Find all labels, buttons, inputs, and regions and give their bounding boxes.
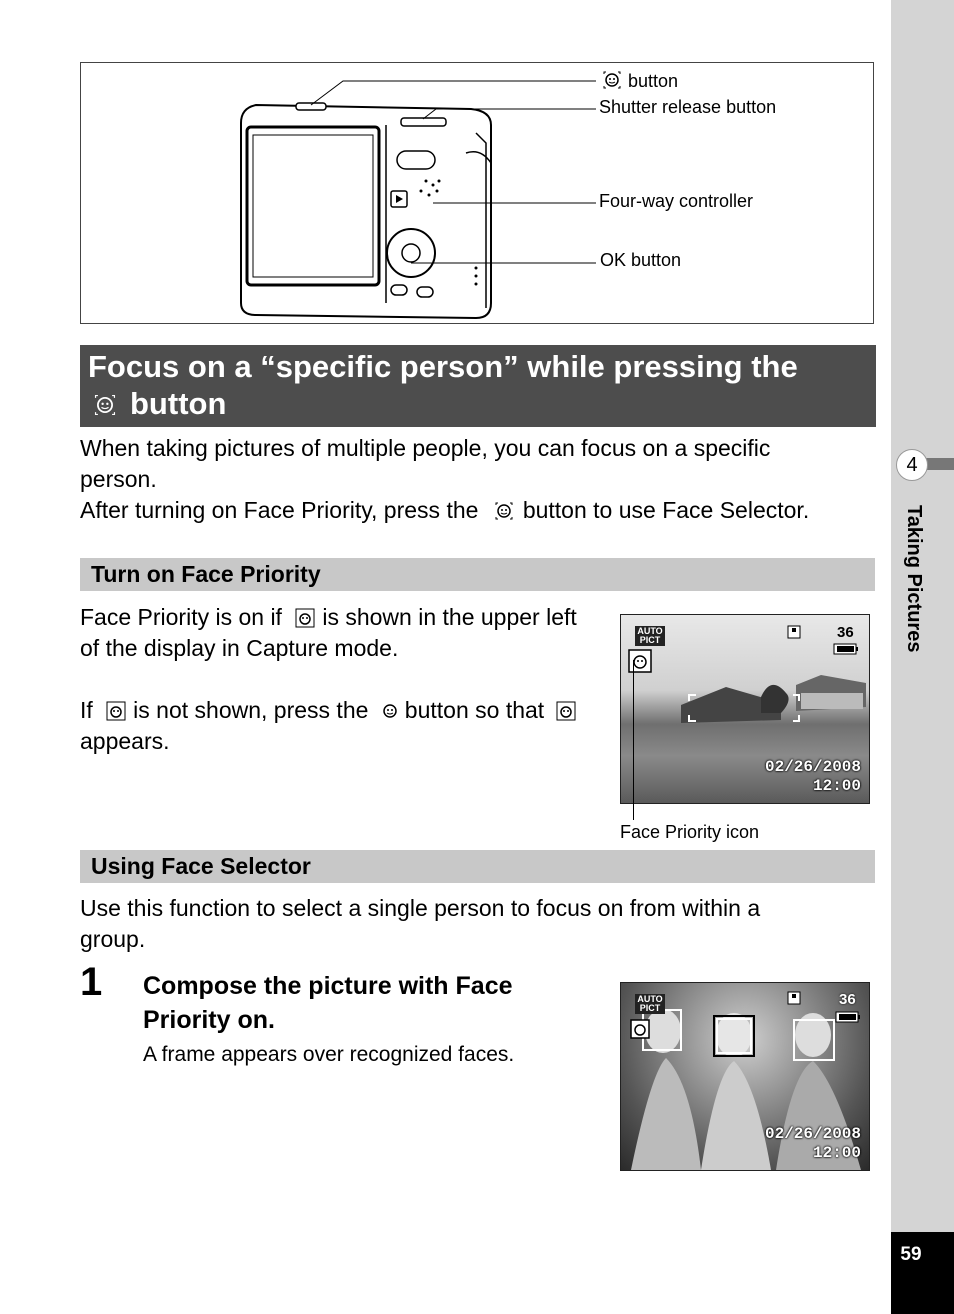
step-title: Compose the picture with Face Priority on. xyxy=(143,972,513,1034)
screen-date: 02/26/2008 xyxy=(764,1125,861,1143)
page-number: 59 xyxy=(900,1244,922,1265)
heading-line2: button xyxy=(88,385,868,422)
chapter-number: 4 xyxy=(896,449,928,481)
card-icon xyxy=(787,625,801,639)
shots-remaining: 36 xyxy=(839,991,856,1008)
intro-paragraph: When taking pictures of multiple people, you can focus on a specific person. After turning on Face Priority, press the button to use Face Selector. xyxy=(80,435,810,523)
card-icon xyxy=(787,991,801,1005)
chapter-title: Taking Pictures xyxy=(903,505,925,653)
screen-time: 12:00 xyxy=(812,1144,861,1162)
chapter-bar xyxy=(926,458,954,470)
battery-icon xyxy=(835,1011,861,1023)
camera-diagram-box xyxy=(80,62,874,324)
screen-time: 12:00 xyxy=(812,777,861,795)
auto-pict-badge: AUTO PICT xyxy=(635,994,665,1014)
face-button-icon xyxy=(92,392,118,418)
auto-pict-badge: AUTO PICT xyxy=(635,626,665,646)
step-number: 1 xyxy=(80,960,103,1004)
face-priority-icon xyxy=(628,649,652,673)
step-body: A frame appears over recognized faces. xyxy=(143,1043,515,1066)
capture-screen-landscape xyxy=(620,614,870,804)
face-priority-icon xyxy=(630,1019,650,1039)
capture-screen-group xyxy=(620,982,870,1171)
screen-date: 02/26/2008 xyxy=(764,758,861,776)
face-button-icon xyxy=(493,500,515,522)
caption-leader-line xyxy=(633,660,634,820)
heading-line1: Focus on a “specific person” while pressing the xyxy=(88,349,798,384)
face-button-icon xyxy=(601,69,623,91)
section-heading-face-selector: Using Face Selector xyxy=(80,850,875,883)
face-button-callout: button xyxy=(601,69,678,92)
main-heading xyxy=(80,345,876,427)
section-heading-face-priority: Turn on Face Priority xyxy=(80,558,875,591)
face-priority-icon xyxy=(105,700,127,722)
shutter-release-callout: Shutter release button xyxy=(599,97,777,117)
battery-icon xyxy=(833,643,859,655)
face-priority-icon xyxy=(555,700,577,722)
ok-button-callout: OK button xyxy=(600,250,682,270)
face-priority-icon xyxy=(294,607,316,629)
four-way-controller-callout: Four-way controller xyxy=(599,191,754,211)
shots-remaining: 36 xyxy=(837,624,854,641)
face-selector-paragraph: Use this function to select a single person to focus on from within a group. xyxy=(80,895,761,952)
face-priority-paragraph: Face Priority is on if is shown in the upper left of the display in Capture mode. If is not shown, press the button so that appears. xyxy=(80,604,577,754)
face-priority-icon-caption: Face Priority icon xyxy=(620,822,760,842)
face-button-icon xyxy=(379,700,401,722)
